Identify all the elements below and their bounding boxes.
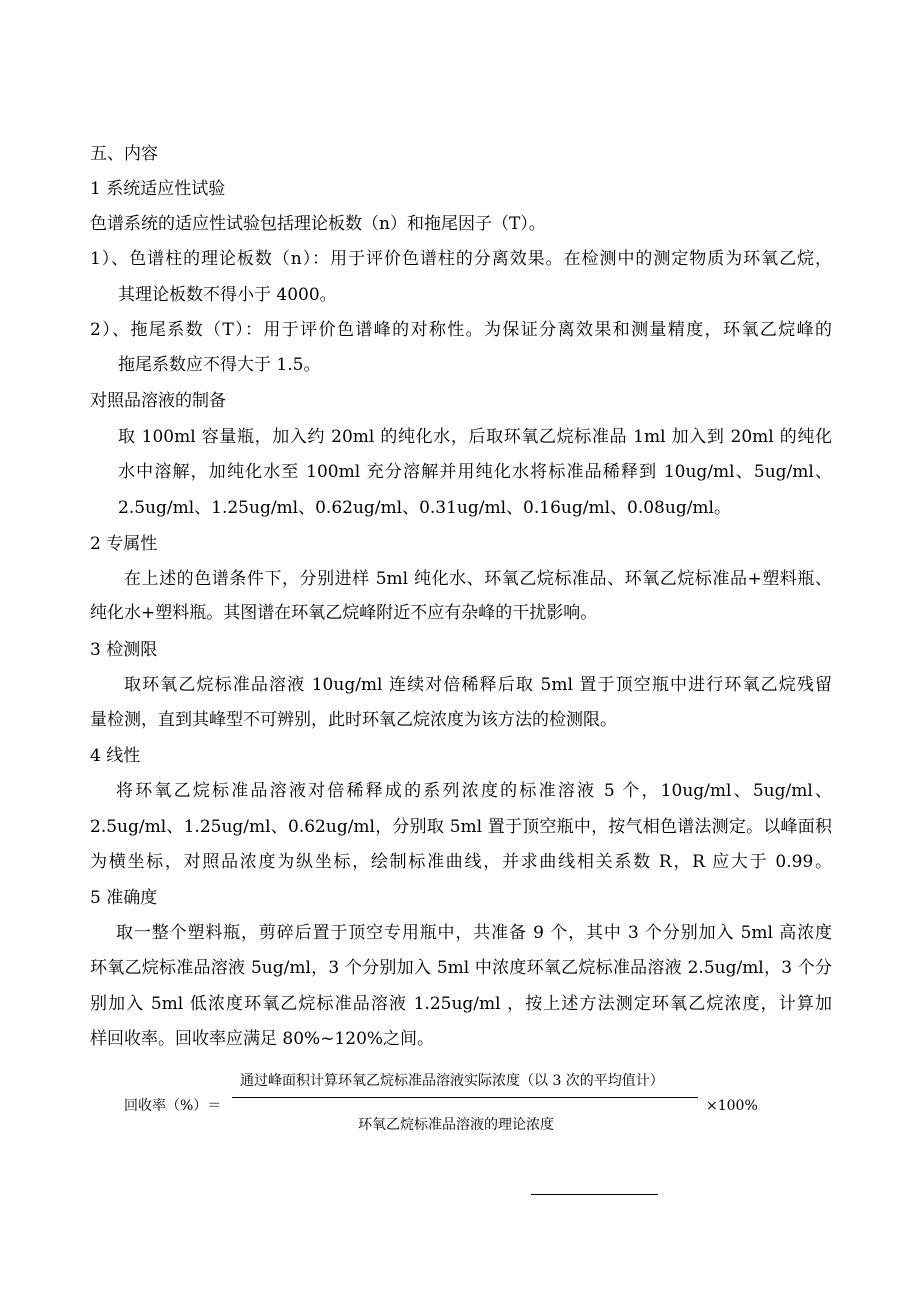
s1-intro: 色谱系统的适应性试验包括理论板数（n）和拖尾因子（T）。 <box>90 214 546 234</box>
s4-heading: 4 线性 <box>90 746 141 766</box>
s1-item2-line1: 2）、拖尾系数（T）：用于评价色谱峰的对称性。为保证分离效果和测量精度，环氧乙烷峰的 <box>90 320 832 340</box>
formula-multiplier: ×100% <box>706 1098 758 1114</box>
s1-item2-line2: 拖尾系数应不得大于 1.5。 <box>118 355 321 375</box>
s5-line1: 取一整个塑料瓶，剪碎后置于顶空专用瓶中，共准备 9 个，其中 3 个分别加入 5ml 高浓度 <box>116 923 832 943</box>
s3-line2: 量检测，直到其峰型不可辨别，此时环氧乙烷浓度为该方法的检测限。 <box>90 710 617 730</box>
s5-line4: 样回收率。回收率应满足 80%~120%之间。 <box>90 1029 435 1049</box>
prep-line3: 2.5ug/ml、1.25ug/ml、0.62ug/ml、0.31ug/ml、0.16ug/ml、0.08ug/ml。 <box>118 498 731 518</box>
formula-label: 回收率（%）＝ <box>124 1098 222 1114</box>
formula-denominator: 环氧乙烷标准品溶液的理论浓度 <box>358 1117 554 1133</box>
fraction-bar <box>232 1097 698 1098</box>
prep-heading: 对照品溶液的制备 <box>90 391 226 411</box>
footer-rule <box>531 1194 658 1195</box>
s1-item1-line1: 1）、色谱柱的理论板数（n）：用于评价色谱柱的分离效果。在检测中的测定物质为环氧乙烷， <box>90 249 832 269</box>
prep-line2: 水中溶解，加纯化水至 100ml 充分溶解并用纯化水将标准品稀释到 10ug/ml、5ug/ml、 <box>118 462 832 482</box>
prep-line1: 取 100ml 容量瓶，加入约 20ml 的纯化水，后取环氧乙烷标准品 1ml 加入到 20ml 的纯化 <box>118 427 832 447</box>
s1-heading: 1 系统适应性试验 <box>90 179 226 199</box>
s5-line3: 别加入 5ml 低浓度环氧乙烷标准品溶液 1.25ug/ml ，按上述方法测定环氧乙烷浓度，计算加 <box>90 994 832 1014</box>
s4-line2: 2.5ug/ml、1.25ug/ml、0.62ug/ml，分别取 5ml 置于顶空瓶中，按气相色谱法测定。以峰面积 <box>90 817 832 837</box>
section-heading: 五、内容 <box>90 144 158 164</box>
s2-line1: 在上述的色谱条件下，分别进样 5ml 纯化水、环氧乙烷标准品、环氧乙烷标准品+塑料瓶、 <box>124 569 832 589</box>
s4-line3: 为横坐标，对照品浓度为纵坐标，绘制标准曲线，并求曲线相关系数 R，R 应大于 0.99。 <box>90 852 832 872</box>
s3-line1: 取环氧乙烷标准品溶液 10ug/ml 连续对倍稀释后取 5ml 置于顶空瓶中进行环氧乙烷残留 <box>124 675 832 695</box>
s5-line2: 环氧乙烷标准品溶液 5ug/ml，3 个分别加入 5ml 中浓度环氧乙烷标准品溶液 2.5ug/ml，3 个分 <box>90 958 832 978</box>
s2-heading: 2 专属性 <box>90 534 158 554</box>
s2-line2: 纯化水+塑料瓶。其图谱在环氧乙烷峰附近不应有杂峰的干扰影响。 <box>90 603 598 623</box>
s4-line1: 将环氧乙烷标准品溶液对倍稀释成的系列浓度的标准溶液 5 个，10ug/ml、5ug/ml、 <box>116 781 832 801</box>
s5-heading: 5 准确度 <box>90 888 158 908</box>
s1-item1-line2: 其理论板数不得小于 4000。 <box>118 285 337 305</box>
formula-numerator: 通过峰面积计算环氧乙烷标准品溶液实际浓度（以 3 次的平均值计） <box>240 1073 664 1089</box>
s3-heading: 3 检测限 <box>90 640 158 660</box>
